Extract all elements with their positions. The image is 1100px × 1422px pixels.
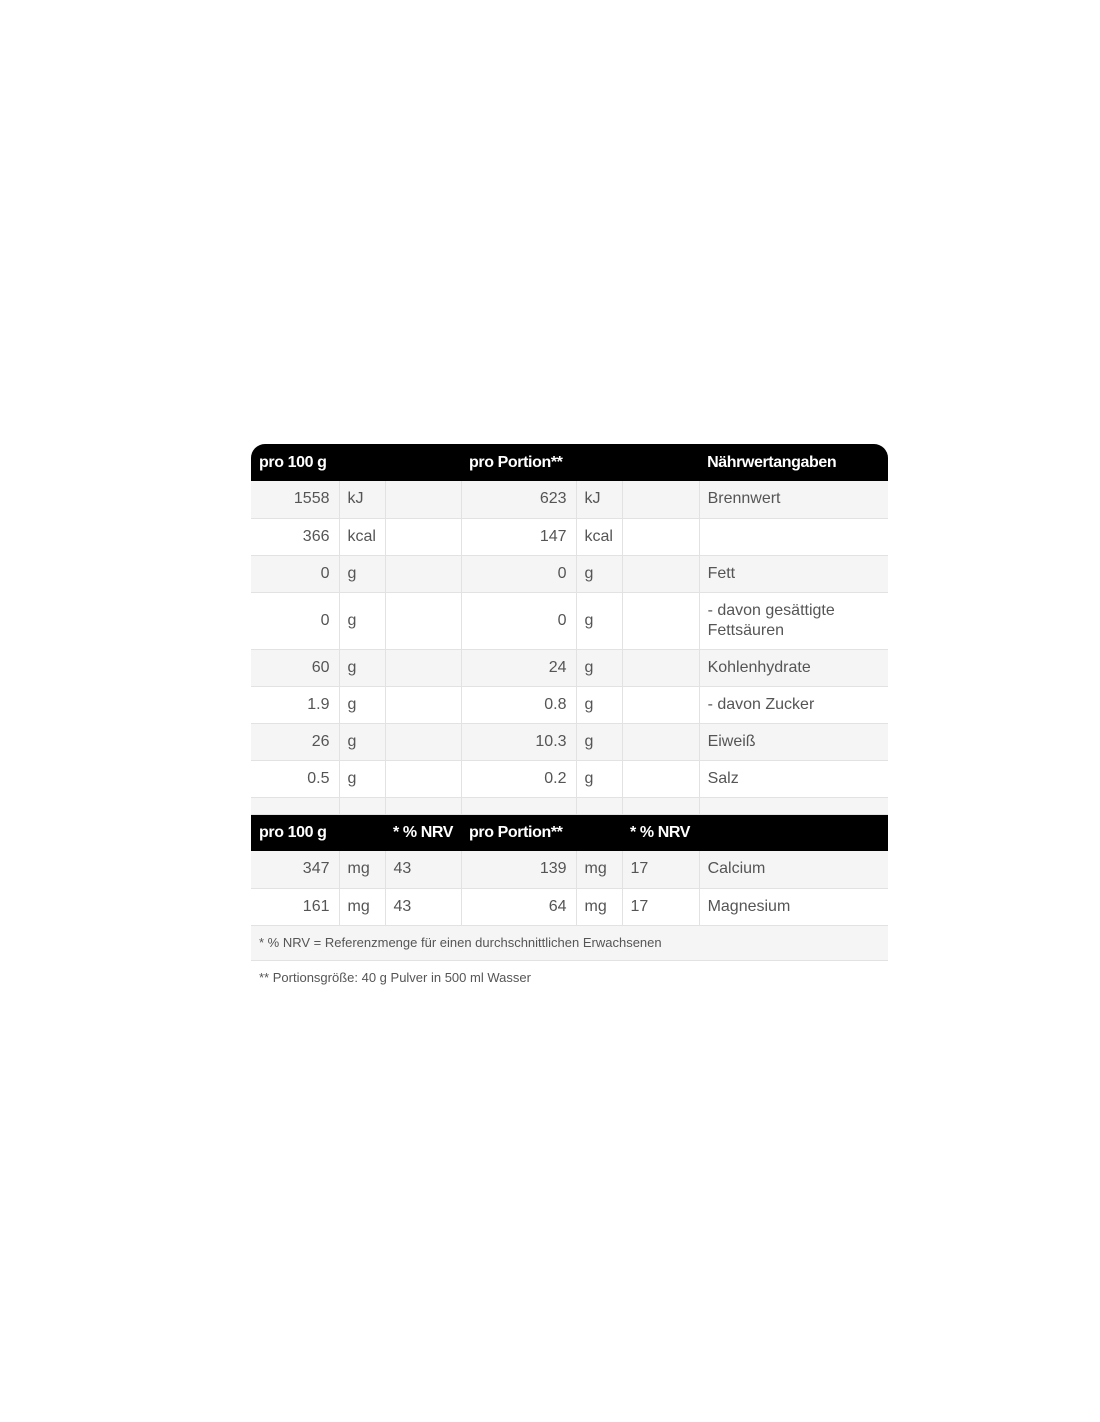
table-row [251, 851, 888, 888]
value-per-portion: 623 [461, 481, 576, 518]
value-per-100g: 347 [251, 851, 339, 888]
value-per-100g: 26 [251, 723, 339, 760]
table-row [251, 481, 888, 518]
unit-per-100g: g [339, 592, 385, 649]
unit-per-100g: mg [339, 851, 385, 888]
empty-cell [385, 649, 461, 686]
value-per-portion: 64 [461, 888, 576, 925]
value-per-100g: 366 [251, 518, 339, 555]
unit-per-portion: g [576, 592, 622, 649]
nutrient-label: Eiweiß [699, 723, 888, 760]
empty-cell [385, 518, 461, 555]
value-per-100g: 1.9 [251, 686, 339, 723]
value-per-portion: 0.2 [461, 760, 576, 797]
empty-cell [622, 592, 699, 649]
table-row [251, 518, 888, 555]
empty-cell [385, 686, 461, 723]
value-per-portion: 0 [461, 592, 576, 649]
header-per-portion: pro Portion** [461, 814, 622, 851]
unit-per-100g: mg [339, 888, 385, 925]
empty-cell [385, 592, 461, 649]
nrv-per-portion: 17 [622, 888, 699, 925]
table-row [251, 649, 888, 686]
header-per-portion: pro Portion** [461, 444, 699, 481]
unit-per-portion: g [576, 686, 622, 723]
unit-per-portion: g [576, 760, 622, 797]
header-per-100g: pro 100 g [251, 814, 385, 851]
empty-cell [622, 649, 699, 686]
footnote-nrv: * % NRV = Referenzmenge für einen durchschnittlichen Erwachsenen [251, 925, 888, 960]
unit-per-100g: g [339, 649, 385, 686]
empty-cell [576, 797, 622, 814]
unit-per-portion: g [576, 723, 622, 760]
unit-per-portion: g [576, 555, 622, 592]
unit-per-portion: mg [576, 888, 622, 925]
mineral-label: Calcium [699, 851, 888, 888]
unit-per-portion: kJ [576, 481, 622, 518]
empty-cell [385, 555, 461, 592]
table-row [251, 760, 888, 797]
nrv-per-100g: 43 [385, 851, 461, 888]
unit-per-100g: g [339, 723, 385, 760]
empty-cell [622, 797, 699, 814]
empty-cell [622, 723, 699, 760]
footnote-row [251, 925, 888, 960]
unit-per-100g: g [339, 686, 385, 723]
spacer-row [251, 797, 888, 814]
header-title: Nährwertangaben [699, 444, 888, 481]
table-row [251, 723, 888, 760]
header-nrv-per-100g: * % NRV [385, 814, 461, 851]
empty-cell [339, 797, 385, 814]
nutrient-label: Salz [699, 760, 888, 797]
unit-per-portion: g [576, 649, 622, 686]
empty-cell [461, 797, 576, 814]
empty-cell [622, 686, 699, 723]
unit-per-portion: mg [576, 851, 622, 888]
value-per-portion: 0.8 [461, 686, 576, 723]
unit-per-100g: kcal [339, 518, 385, 555]
nrv-per-portion: 17 [622, 851, 699, 888]
unit-per-100g: g [339, 760, 385, 797]
value-per-100g: 60 [251, 649, 339, 686]
unit-per-100g: g [339, 555, 385, 592]
nutrition-table [251, 444, 888, 995]
value-per-portion: 139 [461, 851, 576, 888]
table-row [251, 888, 888, 925]
nutrient-label: Brennwert [699, 481, 888, 518]
header-row-minerals [251, 814, 888, 851]
nutrient-label: - davon gesättigte Fettsäuren [699, 592, 888, 649]
value-per-portion: 10.3 [461, 723, 576, 760]
empty-cell [622, 760, 699, 797]
empty-cell [385, 760, 461, 797]
value-per-portion: 24 [461, 649, 576, 686]
footnote-portion: ** Portionsgröße: 40 g Pulver in 500 ml Wasser [251, 960, 888, 995]
table-row [251, 555, 888, 592]
header-row-nutrients [251, 444, 888, 481]
nutrient-label: Fett [699, 555, 888, 592]
mineral-label: Magnesium [699, 888, 888, 925]
nrv-per-100g: 43 [385, 888, 461, 925]
header-per-100g: pro 100 g [251, 444, 461, 481]
value-per-portion: 0 [461, 555, 576, 592]
value-per-100g: 1558 [251, 481, 339, 518]
empty-cell [385, 723, 461, 760]
header-empty [699, 814, 888, 851]
empty-cell [385, 797, 461, 814]
empty-cell [622, 555, 699, 592]
header-nrv-per-portion: * % NRV [622, 814, 699, 851]
value-per-100g: 0 [251, 592, 339, 649]
value-per-portion: 147 [461, 518, 576, 555]
footnote-row [251, 960, 888, 995]
empty-cell [699, 797, 888, 814]
nutrient-label: - davon Zucker [699, 686, 888, 723]
value-per-100g: 161 [251, 888, 339, 925]
unit-per-portion: kcal [576, 518, 622, 555]
value-per-100g: 0.5 [251, 760, 339, 797]
empty-cell [385, 481, 461, 518]
table-row [251, 592, 888, 649]
nutrient-label: Kohlenhydrate [699, 649, 888, 686]
empty-cell [622, 518, 699, 555]
value-per-100g: 0 [251, 555, 339, 592]
empty-cell [251, 797, 339, 814]
unit-per-100g: kJ [339, 481, 385, 518]
nutrition-table-panel [251, 444, 888, 995]
table-row [251, 686, 888, 723]
nutrient-label [699, 518, 888, 555]
empty-cell [622, 481, 699, 518]
